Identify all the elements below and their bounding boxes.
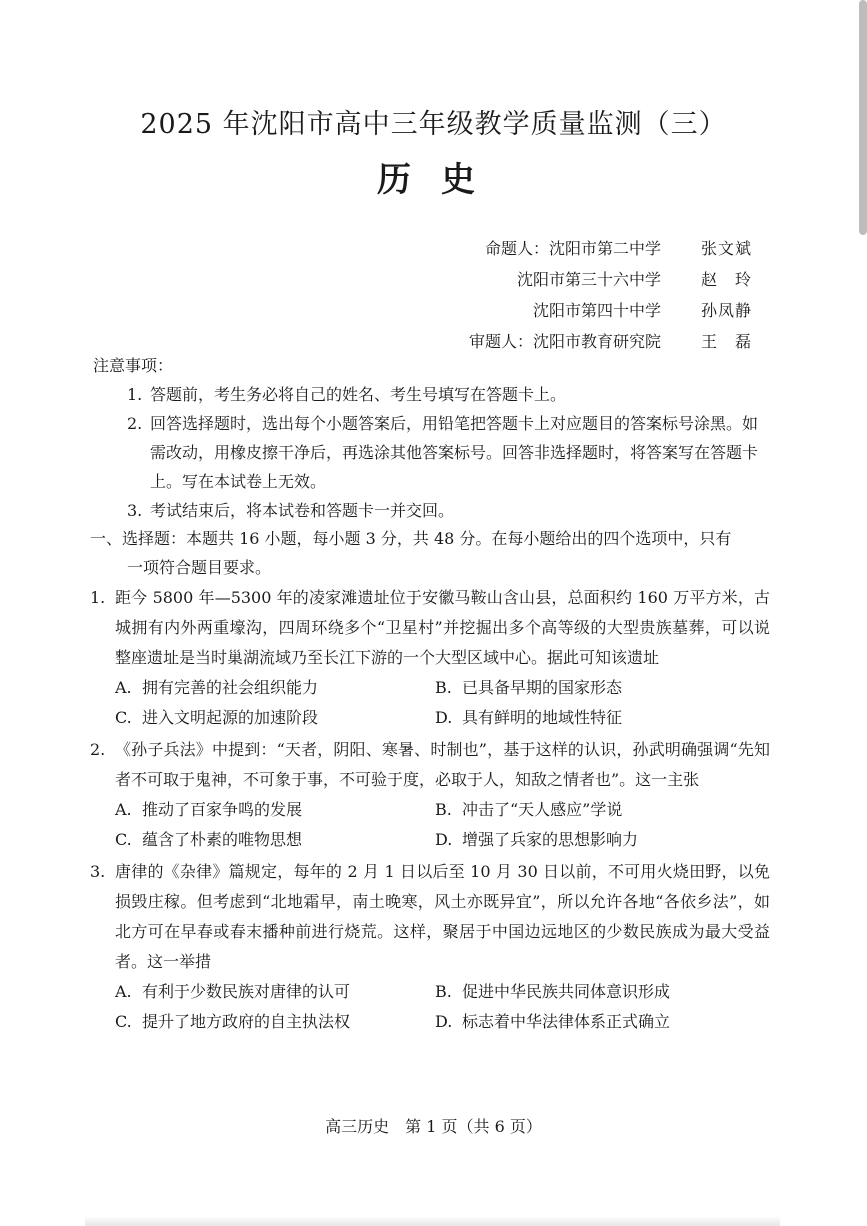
option-text: 冲击了“天人感应”学说 [462,800,623,819]
author-affiliation: 沈阳市第四十中学 [532,301,661,320]
notes-list [127,380,767,525]
note-text: 考试结束后，将本试卷和答题卡一并交回。 [150,501,455,520]
question-stem: 唐律的《杂律》篇规定，每年的 2 月 1 日以后至 10 月 30 日以前，不可用火烧田野，以免损毁庄稼。但考虑到“北地霜早，南土晚寒，风土亦既异宜”，所以允许各地“各依乡法”，如北方可在早春或春末播种前进行烧荒。这样，聚居于中国边远地区的少数民族成为最大受益者。这一举措 [115,862,770,971]
question-stem: 距今 5800 年—5300 年的凌家滩遗址位于安徽马鞍山含山县，总面积约 160 万平方米，古城拥有内外两重壕沟，四周环绕多个“卫星村”并挖掘出多个高等级的大型贵族墓葬，可以说整座遗址是当时巢湖流域乃至长江下游的一个大型区域中心。据此可知该遗址 [115,588,770,667]
option-c [115,703,435,733]
note-item [127,409,767,496]
option-text: 标志着中华法律体系正式确立 [462,1012,671,1031]
exam-title: 2025 年沈阳市高中三年级教学质量监测（三） [140,109,727,140]
option-d [435,703,755,733]
note-number: 1. [127,385,143,404]
question-number: 3. [90,862,106,881]
option-b [435,795,755,825]
option-c [115,825,435,855]
option-text: 已具备早期的国家形态 [462,678,623,697]
author-name: 王 磊 [701,332,753,351]
page-edge-shadow [85,1216,780,1226]
option-a [115,673,435,703]
note-item [127,380,767,409]
option-text: 增强了兵家的思想影响力 [462,830,639,849]
option-d [435,825,755,855]
author-row [469,263,761,294]
question-stem: 《孙子兵法》中提到：“天者，阴阳、寒暑、时制也”，基于这样的认识，孙武明确强调“先知者不可取于鬼神，不可象于事，不可验于度，必取于人，知敌之情者也”。这一主张 [115,740,770,789]
option-text: 有利于少数民族对唐律的认可 [142,982,351,1001]
option-letter: B. [435,678,452,697]
author-list [469,232,761,356]
question-number: 1. [90,588,106,607]
section-heading [90,524,770,582]
option-text: 蕴含了朴素的唯物思想 [142,830,303,849]
option-letter: C. [115,1012,132,1031]
option-letter: B. [435,982,452,1001]
note-text: 答题前，考生务必将自己的姓名、考生号填写在答题卡上。 [150,385,567,404]
option-letter: D. [435,708,453,727]
option-c [115,1007,435,1037]
question-list [90,583,770,1039]
question-number: 2. [90,740,106,759]
note-item [127,496,767,525]
question-3 [90,857,770,1037]
author-affiliation: 审题人：沈阳市教育研究院 [468,332,661,351]
option-text: 推动了百家争鸣的发展 [142,800,303,819]
option-text: 拥有完善的社会组织能力 [142,678,319,697]
author-affiliation: 命题人：沈阳市第二中学 [484,239,661,258]
note-number: 2. [127,414,143,433]
option-letter: A. [115,800,132,819]
option-text: 提升了地方政府的自主执法权 [142,1012,351,1031]
page-footer: 高三历史 第 1 页（共 6 页） [325,1117,542,1136]
option-letter: C. [115,708,132,727]
option-a [115,795,435,825]
question-2 [90,735,770,855]
section-heading-line: 一项符合题目要求。 [127,558,272,577]
option-letter: D. [435,830,453,849]
author-name: 孙凤静 [701,301,753,320]
option-letter: A. [115,678,132,697]
option-letter: B. [435,800,452,819]
question-1 [90,583,770,733]
author-affiliation: 沈阳市第三十六中学 [516,270,661,289]
option-b [435,977,755,1007]
notes-heading: 注意事项： [93,356,174,375]
option-text: 促进中华民族共同体意识形成 [462,982,671,1001]
section-heading-line: 一、选择题：本题共 16 小题，每小题 3 分，共 48 分。在每小题给出的四个选项中，只有 [90,529,732,548]
author-name: 赵 玲 [701,270,753,289]
author-name: 张文斌 [701,239,753,258]
option-b [435,673,755,703]
author-row [469,325,761,356]
subject-title: 历史 [377,160,505,200]
option-text: 进入文明起源的加速阶段 [142,708,319,727]
note-number: 3. [127,501,143,520]
option-a [115,977,435,1007]
note-text: 回答选择题时，选出每个小题答案后，用铅笔把答题卡上对应题目的答案标号涂黑。如需改动，用橡皮擦干净后，再选涂其他答案标号。回答非选择题时，将答案写在答题卡上。写在本试卷上无效。 [150,414,759,491]
option-letter: C. [115,830,132,849]
author-row [469,232,761,263]
author-row [469,294,761,325]
option-letter: A. [115,982,132,1001]
option-d [435,1007,755,1037]
option-letter: D. [435,1012,453,1031]
option-text: 具有鲜明的地域性特征 [462,708,623,727]
